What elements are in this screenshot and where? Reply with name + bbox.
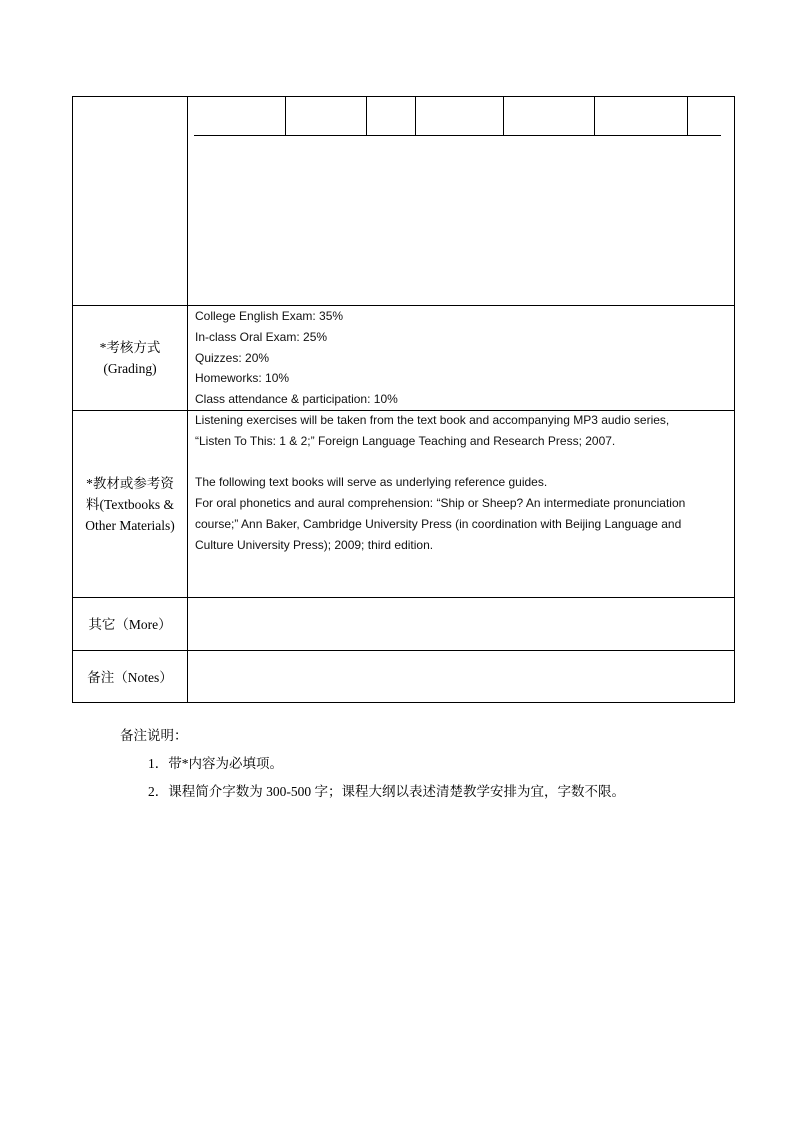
footer-note-item: 2．课程简介字数为 300-500 字；课程大纲以表述清楚教学安排为宜，字数不限。 xyxy=(148,784,625,799)
grading-content xyxy=(188,306,734,410)
materials-line: The following text books will serve as underlying reference guides. xyxy=(195,475,548,490)
notes-content xyxy=(188,651,734,703)
footer-notes-title: 备注说明： xyxy=(120,728,188,743)
more-label: 其它（More） xyxy=(88,616,172,632)
materials-line: Listening exercises will be taken from the text book and accompanying MP3 audio series, xyxy=(195,413,670,427)
grading-line: Homeworks: 10% xyxy=(195,371,290,386)
course-info-table xyxy=(72,96,735,703)
schedule-col-divider xyxy=(415,97,416,135)
grading-label-cn: *考核方式 xyxy=(99,340,161,355)
materials-label xyxy=(73,411,187,597)
grading-line: Quizzes: 20% xyxy=(195,350,270,365)
footer-notes xyxy=(120,722,625,806)
schedule-table-fragment xyxy=(194,97,721,136)
grading-line: College English Exam: 35% xyxy=(195,309,344,323)
materials-blank-line xyxy=(195,452,734,473)
schedule-col-divider xyxy=(285,97,286,135)
materials-line: For oral phonetics and aural comprehension: “Ship or Sheep? An intermediate pronunciation xyxy=(195,496,686,511)
materials-label-line: *教材或参考资 xyxy=(86,475,174,491)
materials-line: course;” Ann Baker, Cambridge University Press (in coordination with Beijing Language and xyxy=(195,516,682,531)
grading-label-en: (Grading) xyxy=(103,361,157,376)
materials-content xyxy=(188,410,734,596)
schedule-col-divider xyxy=(687,97,688,135)
empty-label-cell xyxy=(73,97,187,305)
grading-line: Class attendance & participation: 10% xyxy=(195,392,398,407)
materials-label-line: 料(Textbooks & xyxy=(86,496,174,512)
more-content xyxy=(188,598,734,650)
materials-line: Culture University Press); 2009; third edition. xyxy=(195,537,434,552)
grading-line: In-class Oral Exam: 25% xyxy=(195,329,328,344)
schedule-col-divider xyxy=(503,97,504,135)
schedule-col-divider xyxy=(594,97,595,135)
schedule-col-divider xyxy=(366,97,367,135)
footer-note-item: 1．带*内容为必填项。 xyxy=(148,756,283,771)
notes-label: 备注（Notes） xyxy=(87,669,173,685)
grading-label xyxy=(73,306,187,410)
materials-line: “Listen To This: 1 & 2;” Foreign Language Teaching and Research Press; 2007. xyxy=(195,433,616,448)
materials-label-line: Other Materials) xyxy=(85,517,175,533)
